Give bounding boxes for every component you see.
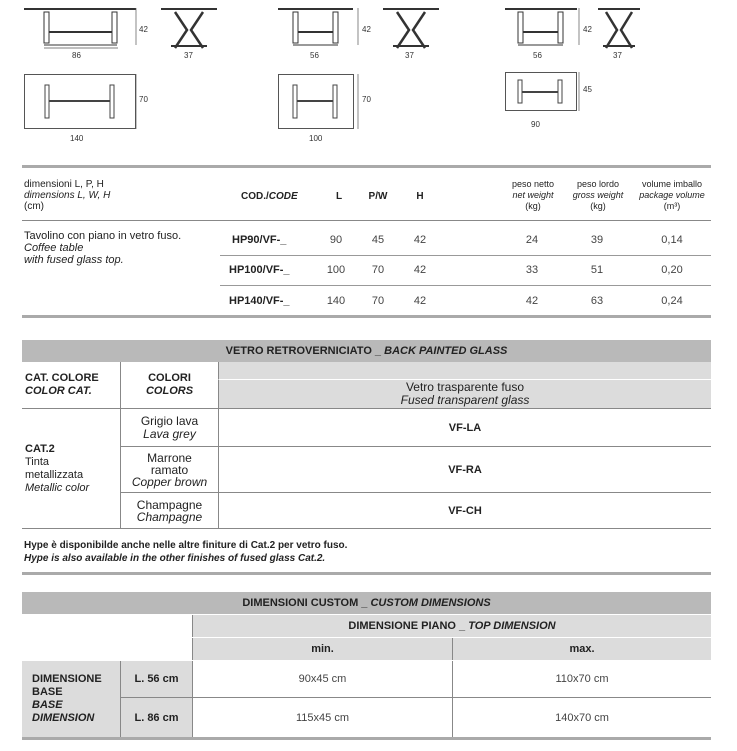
row-divider (220, 255, 711, 256)
net-weight-value: 33 (525, 264, 539, 276)
front-view-drawing (505, 8, 577, 46)
top-view-drawing (505, 72, 577, 111)
front-height-dim (356, 8, 360, 46)
side-view-drawing (383, 8, 439, 46)
glass-table-title: VETRO RETROVERNICIATO _ BACK PAINTED GLASS (22, 340, 711, 362)
length-dim-line (44, 46, 118, 50)
top-length-label: 90 (531, 120, 540, 129)
top-view-drawing (278, 74, 354, 129)
glass-subheader-band (218, 362, 711, 379)
net-weight-header: peso netto net weight (kg) (511, 179, 555, 211)
color-category-header: CAT. COLORE COLOR CAT. (25, 372, 99, 397)
divider (22, 572, 711, 575)
volume-value: 0,20 (661, 264, 683, 276)
height-value: 42 (413, 234, 427, 246)
front-height-dim (577, 8, 581, 46)
product-code: HP90/VF-_ (232, 234, 287, 246)
availability-note: Hype è disponibilde anche nelle altre finiture di Cat.2 per vetro fuso. Hype is also available in the other finishes of fused glass Cat.2. (24, 540, 348, 564)
side-view-drawing (161, 8, 217, 46)
min-header: min. (192, 638, 452, 660)
product-code: HP100/VF-_ (229, 264, 290, 276)
net-weight-value: 24 (525, 234, 539, 246)
min-dimension: 115x45 cm (192, 698, 452, 737)
top-length-label: 100 (309, 134, 323, 143)
colors-header: COLORI COLORS (120, 362, 218, 408)
l-header: L (335, 191, 343, 202)
top-width-dim (356, 74, 360, 129)
base-length: L. 56 cm (120, 661, 192, 698)
side-width-label: 37 (613, 51, 622, 60)
top-length-label: 140 (70, 134, 84, 143)
color-name: Champagne Champagne (120, 493, 218, 528)
front-height-label: 42 (583, 25, 592, 34)
category-cell: CAT.2 Tinta metallizzata Metallic color (25, 442, 90, 494)
pw-header: P/W (368, 191, 388, 202)
front-view-drawing (24, 8, 136, 46)
side-width-label: 37 (184, 51, 193, 60)
finish-code: VF-RA (218, 447, 711, 493)
side-view-drawing (598, 8, 640, 46)
max-dimension: 140x70 cm (452, 698, 711, 737)
width-value: 45 (371, 234, 385, 246)
dimensions-header: dimensioni L, P, H dimensions L, W, H (cm) (24, 179, 111, 212)
divider (22, 315, 711, 318)
volume-value: 0,24 (661, 295, 683, 307)
product-description: Tavolino con piano in vetro fuso. Coffee table with fused glass top. (24, 230, 182, 266)
height-value: 42 (413, 295, 427, 307)
front-height-label: 42 (139, 25, 148, 34)
front-view-drawing (278, 8, 353, 46)
custom-table-title: DIMENSIONI CUSTOM _ CUSTOM DIMENSIONS (22, 592, 711, 614)
length-value: 100 (326, 264, 346, 276)
product-code: HP140/VF-_ (229, 295, 290, 307)
row-divider (220, 285, 711, 286)
finish-code: VF-LA (218, 409, 711, 447)
package-volume-header: volume imballo package volume (m³) (639, 179, 705, 211)
header-divider (22, 220, 711, 221)
top-dimension-header: DIMENSIONE PIANO _ TOP DIMENSION (192, 615, 711, 637)
front-height-dim (134, 8, 138, 46)
net-weight-value: 42 (525, 295, 539, 307)
divider (22, 165, 711, 168)
table-bottom-line (22, 528, 711, 529)
h-header: H (416, 191, 424, 202)
code-header: COD./CODE (241, 191, 298, 202)
front-length-label: 56 (533, 51, 542, 60)
base-length: L. 86 cm (120, 698, 192, 737)
gross-weight-value: 51 (590, 264, 604, 276)
top-width-label: 70 (139, 95, 148, 104)
length-value: 90 (329, 234, 343, 246)
gross-weight-value: 39 (590, 234, 604, 246)
gross-weight-value: 63 (590, 295, 604, 307)
front-height-label: 42 (362, 25, 371, 34)
length-value: 140 (326, 295, 346, 307)
top-width-dim (577, 72, 581, 111)
front-length-label: 86 (72, 51, 81, 60)
max-dimension: 110x70 cm (452, 661, 711, 698)
color-name: Marrone ramato Copper brown (120, 447, 218, 493)
max-header: max. (452, 638, 711, 660)
color-name: Grigio lava Lava grey (120, 409, 218, 447)
width-value: 70 (371, 264, 385, 276)
gross-weight-header: peso lordo gross weight (kg) (572, 179, 624, 211)
side-width-label: 37 (405, 51, 414, 60)
top-width-dim (134, 74, 138, 129)
height-value: 42 (413, 264, 427, 276)
divider (22, 737, 711, 740)
top-view-drawing (24, 74, 136, 129)
top-width-label: 70 (362, 95, 371, 104)
finish-code: VF-CH (218, 493, 711, 528)
min-dimension: 90x45 cm (192, 661, 452, 698)
front-length-label: 56 (310, 51, 319, 60)
top-width-label: 45 (583, 85, 592, 94)
width-value: 70 (371, 295, 385, 307)
volume-value: 0,14 (661, 234, 683, 246)
base-dimension-label: DIMENSIONE BASE BASE DIMENSION (22, 661, 120, 737)
glass-type-header: Vetro trasparente fuso Fused transparent glass (218, 379, 711, 408)
